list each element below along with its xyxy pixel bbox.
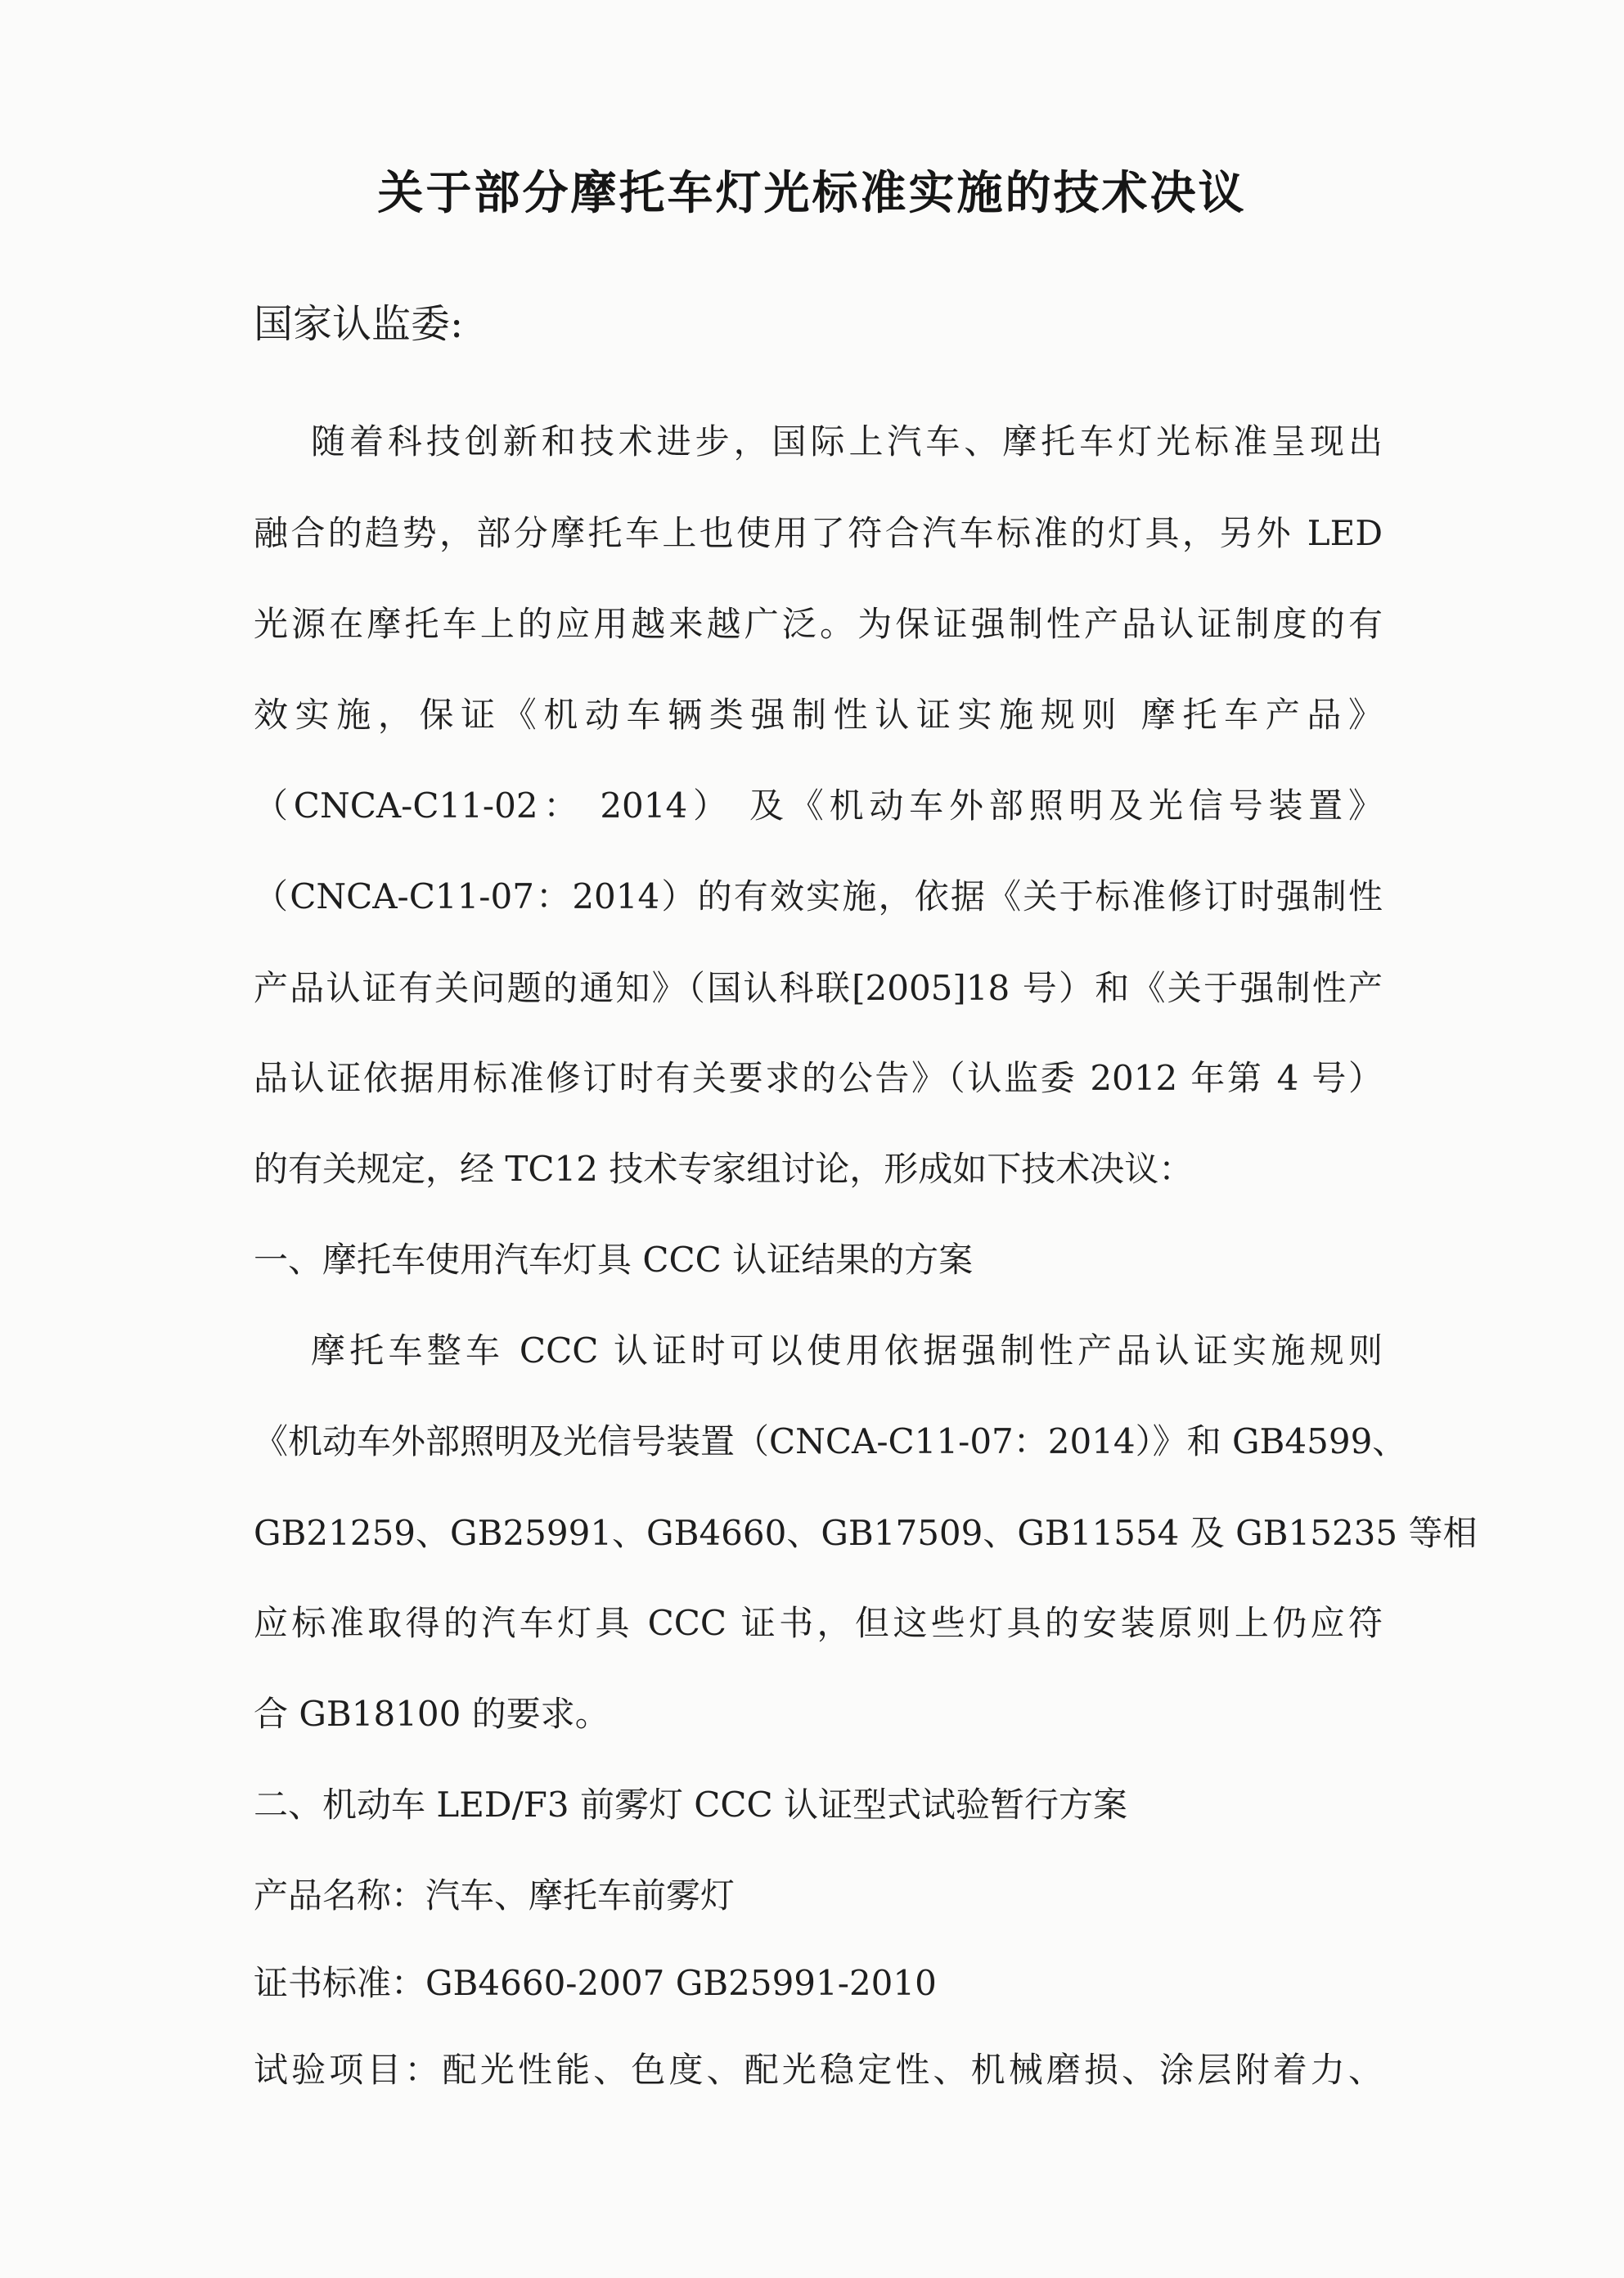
salutation: 国家认监委: [254, 301, 464, 347]
paragraph-line: 摩托车整车 CCC 认证时可以使用依据强制性产品认证实施规则 [311, 1330, 1383, 1371]
test-items-line: 试验项目：配光性能、色度、配光稳定性、机械磨损、涂层附着力、 [254, 2050, 1383, 2090]
paragraph-line: GB21259、GB25991、GB4660、GB17509、GB11554 及 GB15235 等相 [254, 1513, 1478, 1553]
section-heading: 二、机动车 LED/F3 前雾灯 CCC 认证型式试验暂行方案 [254, 1785, 1128, 1825]
paragraph-line: 产品认证有关问题的通知》（国认科联[2005]18 号）和《关于强制性产 [254, 968, 1383, 1008]
paragraph-line: 光源在摩托车上的应用越来越广泛。为保证强制性产品认证制度的有 [254, 604, 1383, 644]
product-name-line: 产品名称：汽车、摩托车前雾灯 [254, 1875, 736, 1916]
paragraph-line: （CNCA-C11-02： 2014） 及《机动车外部照明及光信号装置》 [254, 786, 1383, 826]
paragraph-line: 合 GB18100 的要求。 [254, 1694, 610, 1734]
certificate-standard-line: 证书标准：GB4660-2007 GB25991-2010 [254, 1963, 937, 2003]
section-heading: 一、摩托车使用汽车灯具 CCC 认证结果的方案 [254, 1240, 974, 1280]
paragraph-line: 随着科技创新和技术进步，国际上汽车、摩托车灯光标准呈现出 [311, 421, 1383, 461]
paragraph-line: 应标准取得的汽车灯具 CCC 证书，但这些灯具的安装原则上仍应符 [254, 1603, 1383, 1643]
paragraph-line: 融合的趋势，部分摩托车上也使用了符合汽车标准的灯具，另外 LED [254, 513, 1383, 553]
document-title: 关于部分摩托车灯光标准实施的技术决议 [377, 166, 1247, 220]
paragraph-line: 的有关规定，经 TC12 技术专家组讨论，形成如下技术决议： [254, 1149, 1194, 1189]
paragraph-line: （CNCA-C11-07：2014）的有效实施，依据《关于标准修订时强制性 [254, 876, 1383, 916]
paragraph-line: 《机动车外部照明及光信号装置（CNCA-C11-07：2014）》和 GB4599、 [254, 1421, 1407, 1461]
paragraph-line: 效实施，保证《机动车辆类强制性认证实施规则 摩托车产品》 [254, 695, 1383, 735]
paragraph-line: 品认证依据用标准修订时有关要求的公告》（认监委 2012 年第 4 号） [254, 1058, 1383, 1098]
